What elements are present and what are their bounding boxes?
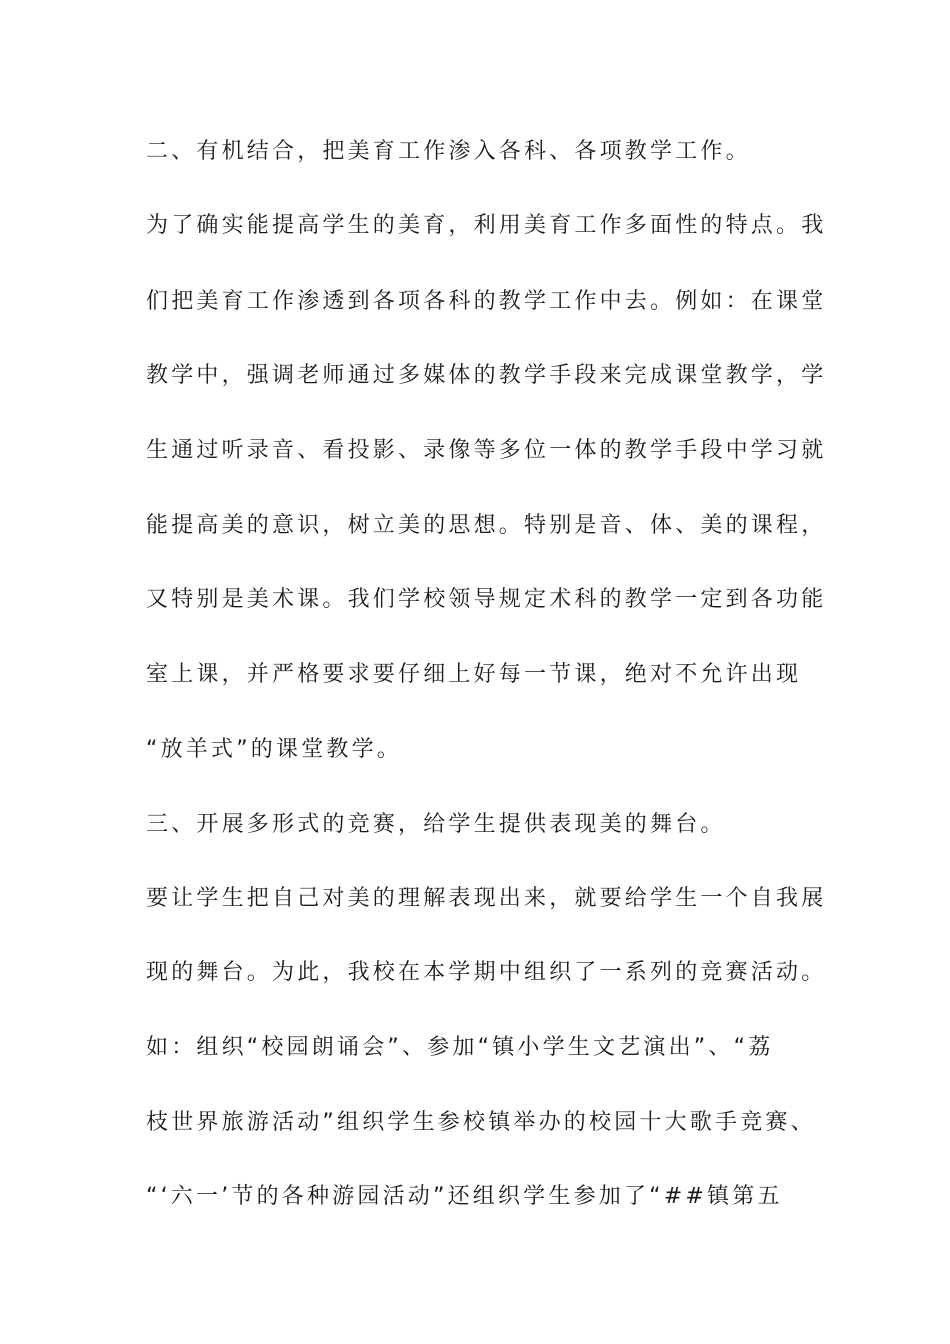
paragraph-line: “放羊式”的课堂教学。	[146, 737, 402, 762]
paragraph-line: 室上课，并严格要求要仔细上好每一节课，绝对不允许出现	[146, 662, 802, 687]
paragraph-line: 枝世界旅游活动”组织学生参校镇举办的校园十大歌手竞赛、	[146, 1110, 816, 1135]
paragraph-line: 为了确实能提高学生的美育，利用美育工作多面性的特点。我	[146, 213, 827, 238]
paragraph-line: 如：组织“校园朗诵会”、参加“镇小学生文艺演出”、“荔	[146, 1035, 774, 1060]
paragraph-line: 要让学生把自己对美的理解表现出来，就要给学生一个自我展	[146, 886, 827, 911]
paragraph-line: 现的舞台。为此，我校在本学期中组织了一系列的竞赛活动。	[146, 960, 827, 985]
section-heading-2: 二、有机结合，把美育工作渗入各科、各项教学工作。	[146, 139, 751, 164]
paragraph-line: 又特别是美术课。我们学校领导规定术科的教学一定到各功能	[146, 587, 827, 612]
paragraph-line: 们把美育工作渗透到各项各科的教学工作中去。例如：在课堂	[146, 289, 827, 314]
section-heading-3: 三、开展多形式的竞赛，给学生提供表现美的舞台。	[146, 812, 726, 837]
paragraph-line: 能提高美的意识，树立美的思想。特别是音、体、美的课程，	[146, 513, 827, 538]
paragraph-line: “‘六一’节的各种游园活动”还组织学生参加了“##镇第五	[146, 1184, 783, 1209]
paragraph-line: 教学中，强调老师通过多媒体的教学手段来完成课堂教学，学	[146, 363, 827, 388]
paragraph-line: 生通过听录音、看投影、录像等多位一体的教学手段中学习就	[146, 438, 827, 463]
